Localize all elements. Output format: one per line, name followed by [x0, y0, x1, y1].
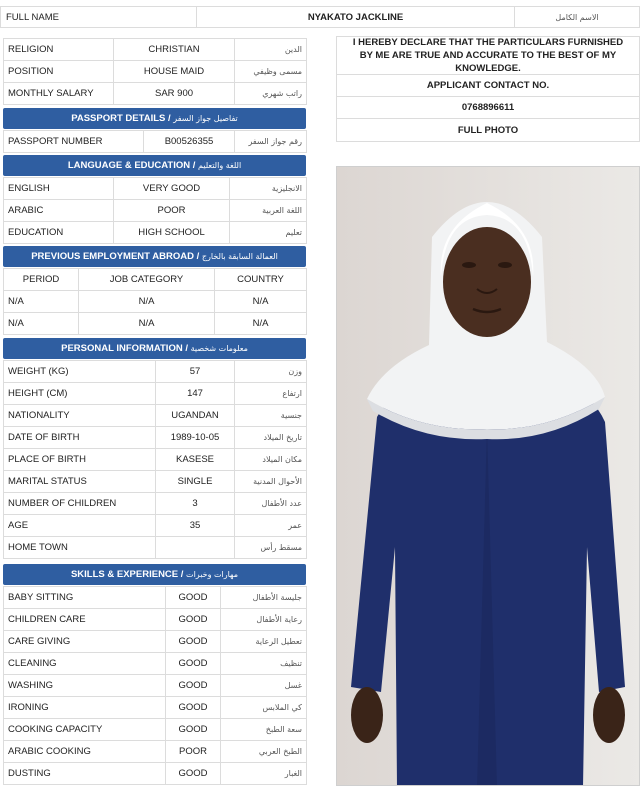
passport-section	[3, 108, 306, 153]
period-header: PERIOD	[4, 269, 79, 291]
personal-label-ar: جنسية	[235, 405, 307, 427]
personal-value: SINGLE	[156, 471, 235, 493]
skill-label: ARABIC COOKING	[4, 741, 166, 763]
full-name-row	[0, 6, 640, 28]
personal-value: 1989-10-05	[156, 427, 235, 449]
skill-value: GOOD	[166, 653, 221, 675]
basic-info-value: CHRISTIAN	[114, 39, 235, 61]
skills-table	[3, 586, 307, 785]
period-cell: N/A	[4, 313, 79, 335]
passport-banner: PASSPORT DETAILS / تفاصيل جواز السفر	[3, 108, 306, 129]
skill-label-ar: الغبار	[221, 763, 307, 785]
skill-row	[4, 741, 307, 763]
applicant-figure	[337, 167, 640, 786]
language-label-ar: تعليم	[230, 222, 307, 244]
personal-label: NUMBER OF CHILDREN	[4, 493, 156, 515]
skill-label: COOKING CAPACITY	[4, 719, 166, 741]
country-cell: N/A	[215, 291, 307, 313]
personal-label: MARITAL STATUS	[4, 471, 156, 493]
skills-banner: SKILLS & EXPERIENCE / مهارات وخبرات	[3, 564, 306, 585]
employment-table	[3, 268, 307, 335]
skill-label: IRONING	[4, 697, 166, 719]
language-banner: LANGUAGE & EDUCATION / اللغة والتعليم	[3, 155, 306, 176]
skill-value: GOOD	[166, 675, 221, 697]
skill-label-ar: جليسة الأطفال	[221, 587, 307, 609]
personal-section	[3, 338, 306, 559]
job-category-cell: N/A	[79, 291, 215, 313]
full-name-label-ar: الاسم الكامل	[555, 12, 599, 22]
skill-label: CLEANING	[4, 653, 166, 675]
passport-value: B00526355	[144, 131, 235, 153]
basic-info-table	[3, 38, 307, 105]
language-section	[3, 155, 306, 244]
contact-label: APPLICANT CONTACT NO.	[337, 75, 639, 97]
personal-row	[4, 471, 307, 493]
declaration-text: I HEREBY DECLARE THAT THE PARTICULARS FURNISHED BY ME ARE TRUE AND ACCURATE TO THE BEST OF MY KNOWLEDGE.	[337, 37, 639, 75]
full-name-value: NYAKATO JACKLINE	[197, 7, 515, 27]
personal-value: KASESE	[156, 449, 235, 471]
language-value: VERY GOOD	[114, 178, 230, 200]
basic-info-row	[4, 39, 307, 61]
personal-row	[4, 405, 307, 427]
personal-label-ar: وزن	[235, 361, 307, 383]
basic-info-value: SAR 900	[114, 83, 235, 105]
personal-label: DATE OF BIRTH	[4, 427, 156, 449]
passport-table	[3, 130, 307, 153]
basic-info-row	[4, 83, 307, 105]
language-row	[4, 178, 307, 200]
skill-value: POOR	[166, 741, 221, 763]
passport-label: PASSPORT NUMBER	[4, 131, 144, 153]
personal-label-ar: تاريخ الميلاد	[235, 427, 307, 449]
personal-label-ar: مكان الميلاد	[235, 449, 307, 471]
skill-row	[4, 675, 307, 697]
skill-row	[4, 697, 307, 719]
passport-label-ar: رقم جواز السفر	[235, 131, 307, 153]
passport-row	[4, 131, 307, 153]
personal-label: HEIGHT (CM)	[4, 383, 156, 405]
language-row	[4, 222, 307, 244]
applicant-photo	[336, 166, 640, 786]
employment-banner: PREVIOUS EMPLOYMENT ABROAD / العمالة السابقة بالخارج	[3, 246, 306, 267]
country-cell: N/A	[215, 313, 307, 335]
personal-label-ar: عدد الأطفال	[235, 493, 307, 515]
personal-row	[4, 515, 307, 537]
skill-row	[4, 631, 307, 653]
basic-info-value: HOUSE MAID	[114, 61, 235, 83]
skill-row	[4, 587, 307, 609]
contact-number: 0768896611	[337, 97, 639, 119]
skill-row	[4, 609, 307, 631]
skill-label: WASHING	[4, 675, 166, 697]
personal-label: NATIONALITY	[4, 405, 156, 427]
skill-value: GOOD	[166, 719, 221, 741]
declaration-panel	[336, 36, 640, 142]
language-label-ar: الانجليزية	[230, 178, 307, 200]
employment-row	[4, 291, 307, 313]
personal-banner: PERSONAL INFORMATION / معلومات شخصية	[3, 338, 306, 359]
personal-value: 35	[156, 515, 235, 537]
basic-info-label-ar: مسمى وظيفي	[235, 61, 307, 83]
language-label: EDUCATION	[4, 222, 114, 244]
personal-row	[4, 537, 307, 559]
basic-info-row	[4, 61, 307, 83]
country-header: COUNTRY	[215, 269, 307, 291]
personal-table	[3, 360, 307, 559]
personal-row	[4, 361, 307, 383]
personal-row	[4, 493, 307, 515]
skill-label-ar: غسل	[221, 675, 307, 697]
skill-value: GOOD	[166, 609, 221, 631]
basic-info-label: MONTHLY SALARY	[4, 83, 114, 105]
job-category-cell: N/A	[79, 313, 215, 335]
skill-row	[4, 653, 307, 675]
skill-label: BABY SITTING	[4, 587, 166, 609]
personal-value: 3	[156, 493, 235, 515]
skill-row	[4, 763, 307, 785]
personal-row	[4, 449, 307, 471]
language-label: ENGLISH	[4, 178, 114, 200]
skill-value: GOOD	[166, 587, 221, 609]
employment-section	[3, 246, 306, 335]
skills-section	[3, 564, 306, 785]
employment-row	[4, 313, 307, 335]
personal-label-ar: عمر	[235, 515, 307, 537]
skill-label-ar: تعطيل الرعاية	[221, 631, 307, 653]
basic-info-label: POSITION	[4, 61, 114, 83]
language-row	[4, 200, 307, 222]
language-value: HIGH SCHOOL	[114, 222, 230, 244]
skill-row	[4, 719, 307, 741]
skill-label-ar: رعاية الأطفال	[221, 609, 307, 631]
personal-label: AGE	[4, 515, 156, 537]
skill-label-ar: كي الملابس	[221, 697, 307, 719]
skill-label: DUSTING	[4, 763, 166, 785]
personal-label: PLACE OF BIRTH	[4, 449, 156, 471]
personal-row	[4, 383, 307, 405]
basic-info-label-ar: راتب شهري	[235, 83, 307, 105]
personal-value	[156, 537, 235, 559]
period-cell: N/A	[4, 291, 79, 313]
skill-value: GOOD	[166, 763, 221, 785]
personal-label: HOME TOWN	[4, 537, 156, 559]
personal-value: UGANDAN	[156, 405, 235, 427]
skill-label-ar: الطبخ العربي	[221, 741, 307, 763]
skill-label: CARE GIVING	[4, 631, 166, 653]
personal-label: WEIGHT (KG)	[4, 361, 156, 383]
skill-value: GOOD	[166, 697, 221, 719]
personal-value: 57	[156, 361, 235, 383]
basic-info-label-ar: الدين	[235, 39, 307, 61]
personal-label-ar: الأحوال المدنية	[235, 471, 307, 493]
personal-row	[4, 427, 307, 449]
employment-header-row	[4, 269, 307, 291]
full-name-label: FULL NAME	[1, 7, 197, 27]
language-value: POOR	[114, 200, 230, 222]
skill-label-ar: سعة الطبخ	[221, 719, 307, 741]
full-photo-label: FULL PHOTO	[457, 124, 519, 136]
skill-label-ar: تنظيف	[221, 653, 307, 675]
basic-info-label: RELIGION	[4, 39, 114, 61]
personal-label-ar: مسقط رأس	[235, 537, 307, 559]
skill-value: GOOD	[166, 631, 221, 653]
personal-value: 147	[156, 383, 235, 405]
language-table	[3, 177, 307, 244]
language-label-ar: اللغة العربية	[230, 200, 307, 222]
language-label: ARABIC	[4, 200, 114, 222]
job-category-header: JOB CATEGORY	[79, 269, 215, 291]
basic-info-section	[3, 38, 306, 105]
skill-label: CHILDREN CARE	[4, 609, 166, 631]
personal-label-ar: ارتفاع	[235, 383, 307, 405]
